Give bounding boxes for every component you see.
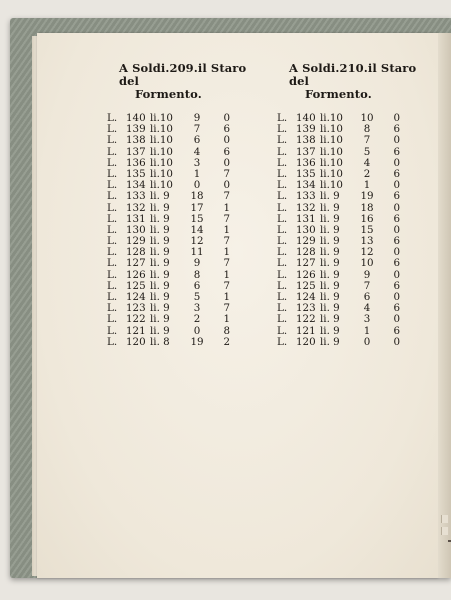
row-price-denari: 6: [393, 123, 400, 136]
row-lire-amount: 140: [296, 112, 316, 124]
row-currency: L.: [107, 156, 118, 169]
row-lire-amount: 130: [126, 223, 146, 236]
row-price-denari: 6: [393, 324, 400, 337]
row-price-lire: li. 9: [150, 257, 170, 270]
row-lire-amount: 120: [126, 335, 146, 348]
row-price-lire: li.10: [320, 167, 343, 180]
row-lire-amount: 124: [296, 291, 316, 303]
row-lire-amount: 139: [126, 123, 146, 136]
row-price-denari: 0: [223, 179, 230, 192]
row-currency: L.: [277, 145, 288, 158]
row-price-lire: li. 9: [150, 302, 170, 315]
row-price-lire: li. 9: [150, 291, 170, 303]
row-price-denari: 6: [223, 145, 230, 158]
row-price-lire: li. 9: [150, 223, 170, 236]
row-currency: L.: [107, 268, 118, 281]
row-price-lire: li.10: [320, 123, 343, 136]
row-price-denari: 1: [223, 201, 230, 214]
row-price-denari: 0: [393, 179, 400, 192]
row-price-denari: 0: [223, 112, 230, 124]
row-price-lire: li. 9: [320, 279, 340, 292]
row-currency: L.: [277, 112, 288, 124]
row-currency: L.: [277, 134, 288, 147]
row-currency: L.: [107, 212, 118, 225]
row-price-denari: 6: [393, 167, 400, 180]
row-price-denari: 0: [393, 223, 400, 236]
row-price-lire: li. 9: [150, 268, 170, 281]
row-currency: L.: [107, 201, 118, 214]
row-lire-amount: 137: [296, 145, 316, 158]
row-price-lire: li. 9: [320, 257, 340, 270]
row-price-denari: 1: [223, 268, 230, 281]
row-price-soldi: 5: [363, 145, 371, 158]
row-price-lire: li.10: [320, 156, 343, 169]
row-currency: L.: [107, 313, 118, 326]
row-price-soldi: 15: [190, 212, 204, 225]
row-currency: L.: [107, 123, 118, 136]
row-price-soldi: 15: [360, 223, 374, 236]
row-currency: L.: [277, 268, 288, 281]
right-page-edge: [438, 33, 451, 578]
row-lire-amount: 131: [126, 212, 146, 225]
row-currency: L.: [277, 246, 288, 259]
table-row: [107, 258, 257, 269]
row-price-lire: li.10: [320, 112, 343, 124]
row-price-soldi: 7: [363, 134, 371, 147]
row-price-soldi: 1: [363, 324, 371, 337]
row-price-soldi: 9: [363, 268, 371, 281]
row-lire-amount: 126: [126, 268, 146, 281]
row-price-denari: 0: [393, 112, 400, 124]
row-price-soldi: 6: [193, 134, 201, 147]
row-lire-amount: 127: [126, 257, 146, 270]
table-row: [277, 203, 427, 214]
row-price-soldi: 0: [193, 324, 201, 337]
row-currency: L.: [277, 291, 288, 303]
row-lire-amount: 132: [296, 201, 316, 214]
page-tab-marker: [441, 527, 448, 535]
row-price-soldi: 0: [363, 335, 371, 348]
row-lire-amount: 122: [126, 313, 146, 326]
row-price-denari: 7: [223, 302, 230, 315]
row-price-soldi: 12: [190, 235, 204, 248]
row-price-soldi: 6: [193, 279, 201, 292]
row-lire-amount: 123: [296, 302, 316, 315]
row-price-denari: 0: [393, 134, 400, 147]
row-price-denari: 0: [393, 246, 400, 259]
row-price-lire: li. 9: [150, 279, 170, 292]
row-price-soldi: 14: [190, 223, 204, 236]
row-price-soldi: 1: [193, 167, 201, 180]
row-price-denari: 0: [393, 335, 400, 348]
row-price-lire: li. 9: [320, 268, 340, 281]
row-currency: L.: [107, 167, 118, 180]
row-price-soldi: 17: [190, 201, 204, 214]
row-price-lire: li.10: [150, 167, 173, 180]
row-lire-amount: 128: [126, 246, 146, 259]
row-lire-amount: 135: [296, 167, 316, 180]
row-price-lire: li. 9: [150, 324, 170, 337]
row-currency: L.: [277, 235, 288, 248]
row-lire-amount: 132: [126, 201, 146, 214]
row-price-soldi: 10: [360, 257, 374, 270]
row-currency: L.: [107, 223, 118, 236]
row-price-lire: li.10: [150, 123, 173, 136]
row-currency: L.: [107, 134, 118, 147]
row-price-denari: 1: [223, 291, 230, 303]
row-price-soldi: 8: [363, 123, 371, 136]
row-currency: L.: [107, 279, 118, 292]
row-lire-amount: 136: [296, 156, 316, 169]
row-lire-amount: 134: [126, 179, 146, 192]
row-lire-amount: 124: [126, 291, 146, 303]
row-price-denari: 0: [393, 201, 400, 214]
right-column-title: [277, 62, 427, 101]
row-currency: L.: [277, 324, 288, 337]
right-price-table: [277, 113, 427, 348]
row-price-lire: li.10: [150, 145, 173, 158]
row-price-denari: 1: [223, 223, 230, 236]
row-price-denari: 7: [223, 167, 230, 180]
row-currency: L.: [277, 257, 288, 270]
row-price-denari: 6: [393, 257, 400, 270]
row-price-denari: 1: [223, 313, 230, 326]
row-price-denari: 6: [393, 145, 400, 158]
row-price-lire: li. 9: [320, 246, 340, 259]
row-price-lire: li. 9: [150, 313, 170, 326]
row-lire-amount: 125: [126, 279, 146, 292]
row-price-lire: li.10: [320, 179, 343, 192]
row-currency: L.: [277, 167, 288, 180]
page-tab-marker: [441, 515, 448, 523]
row-currency: L.: [107, 302, 118, 315]
row-price-denari: 1: [223, 246, 230, 259]
row-lire-amount: 135: [126, 167, 146, 180]
table-row: [277, 191, 427, 202]
row-price-soldi: 7: [363, 279, 371, 292]
row-price-soldi: 11: [190, 246, 204, 259]
row-currency: L.: [107, 246, 118, 259]
row-lire-amount: 121: [296, 324, 316, 337]
row-price-denari: 8: [223, 324, 230, 337]
row-currency: L.: [277, 279, 288, 292]
row-price-denari: 6: [393, 279, 400, 292]
row-currency: L.: [107, 257, 118, 270]
row-price-lire: li.10: [320, 134, 343, 147]
row-price-soldi: 18: [190, 190, 204, 203]
row-price-lire: li.10: [320, 145, 343, 158]
row-price-denari: 6: [393, 235, 400, 248]
table-row: [277, 314, 427, 325]
row-currency: L.: [107, 190, 118, 203]
row-lire-amount: 121: [126, 324, 146, 337]
row-lire-amount: 138: [296, 134, 316, 147]
row-currency: L.: [277, 335, 288, 348]
row-price-lire: li. 8: [150, 335, 170, 348]
row-price-lire: li. 9: [320, 201, 340, 214]
row-price-lire: li.10: [150, 134, 173, 147]
row-lire-amount: 125: [296, 279, 316, 292]
row-price-lire: li. 9: [150, 235, 170, 248]
row-price-soldi: 9: [193, 112, 201, 124]
row-price-lire: li. 9: [150, 190, 170, 203]
row-currency: L.: [277, 179, 288, 192]
row-lire-amount: 126: [296, 268, 316, 281]
row-currency: L.: [107, 291, 118, 303]
row-price-denari: 0: [223, 156, 230, 169]
row-price-denari: 7: [223, 212, 230, 225]
row-price-denari: 0: [393, 268, 400, 281]
row-price-soldi: 13: [360, 235, 374, 248]
row-currency: L.: [107, 335, 118, 348]
right-title-line2: Formento.: [305, 87, 372, 101]
left-price-column: [107, 62, 257, 348]
row-lire-amount: 120: [296, 335, 316, 348]
row-currency: L.: [107, 145, 118, 158]
row-price-denari: 0: [223, 134, 230, 147]
table-row: [107, 314, 257, 325]
row-price-soldi: 3: [363, 313, 371, 326]
right-title-line1: A Soldi.210.il Staro del: [289, 61, 417, 88]
row-currency: L.: [277, 156, 288, 169]
row-currency: L.: [277, 123, 288, 136]
row-lire-amount: 133: [296, 190, 316, 203]
row-lire-amount: 137: [126, 145, 146, 158]
row-currency: L.: [277, 201, 288, 214]
row-lire-amount: 128: [296, 246, 316, 259]
row-currency: L.: [107, 235, 118, 248]
row-price-soldi: 18: [360, 201, 374, 214]
row-price-lire: li.10: [150, 179, 173, 192]
row-price-soldi: 3: [193, 302, 201, 315]
row-price-lire: li. 9: [320, 212, 340, 225]
left-price-table: [107, 113, 257, 348]
row-price-denari: 7: [223, 279, 230, 292]
row-price-soldi: 8: [193, 268, 201, 281]
row-lire-amount: 123: [126, 302, 146, 315]
row-lire-amount: 140: [126, 112, 146, 124]
row-price-denari: 0: [393, 156, 400, 169]
row-lire-amount: 136: [126, 156, 146, 169]
row-price-soldi: 10: [360, 112, 374, 124]
row-price-denari: 0: [393, 313, 400, 326]
row-price-lire: li. 9: [150, 246, 170, 259]
row-price-lire: li. 9: [320, 313, 340, 326]
row-lire-amount: 138: [126, 134, 146, 147]
row-price-lire: li.10: [150, 112, 173, 124]
row-price-soldi: 19: [360, 190, 374, 203]
row-lire-amount: 129: [126, 235, 146, 248]
left-column-title: [107, 62, 257, 101]
row-lire-amount: 133: [126, 190, 146, 203]
table-row: [107, 191, 257, 202]
row-price-denari: 6: [223, 123, 230, 136]
table-row: [277, 258, 427, 269]
row-price-soldi: 5: [193, 291, 201, 303]
row-price-lire: li. 9: [320, 324, 340, 337]
table-row: [107, 203, 257, 214]
row-currency: L.: [107, 112, 118, 124]
row-price-lire: li. 9: [320, 291, 340, 303]
table-row: [277, 337, 427, 348]
row-price-lire: li. 9: [320, 302, 340, 315]
table-row: [107, 135, 257, 146]
row-currency: L.: [107, 179, 118, 192]
row-price-lire: li. 9: [320, 223, 340, 236]
row-price-soldi: 4: [363, 156, 371, 169]
row-price-denari: 6: [393, 190, 400, 203]
row-price-soldi: 6: [363, 291, 371, 303]
row-lire-amount: 131: [296, 212, 316, 225]
row-price-denari: 7: [223, 257, 230, 270]
row-currency: L.: [277, 223, 288, 236]
row-price-soldi: 3: [193, 156, 201, 169]
row-price-denari: 7: [223, 235, 230, 248]
row-price-soldi: 4: [363, 302, 371, 315]
row-price-lire: li. 9: [320, 335, 340, 348]
row-price-denari: 6: [393, 302, 400, 315]
row-price-lire: li.10: [150, 156, 173, 169]
row-currency: L.: [277, 313, 288, 326]
row-price-lire: li. 9: [320, 235, 340, 248]
row-lire-amount: 129: [296, 235, 316, 248]
row-price-denari: 0: [393, 291, 400, 303]
row-currency: L.: [107, 324, 118, 337]
row-price-soldi: 19: [190, 335, 204, 348]
row-price-soldi: 2: [363, 167, 371, 180]
row-currency: L.: [277, 212, 288, 225]
row-currency: L.: [277, 190, 288, 203]
row-price-denari: 7: [223, 190, 230, 203]
row-lire-amount: 139: [296, 123, 316, 136]
row-currency: L.: [277, 302, 288, 315]
row-price-soldi: 0: [193, 179, 201, 192]
row-price-soldi: 9: [193, 257, 201, 270]
row-price-soldi: 7: [193, 123, 201, 136]
row-price-soldi: 1: [363, 179, 371, 192]
row-lire-amount: 127: [296, 257, 316, 270]
row-lire-amount: 130: [296, 223, 316, 236]
row-price-lire: li. 9: [320, 190, 340, 203]
right-price-column: [277, 62, 427, 348]
row-lire-amount: 134: [296, 179, 316, 192]
row-price-lire: li. 9: [150, 212, 170, 225]
table-row: [107, 337, 257, 348]
row-price-soldi: 2: [193, 313, 201, 326]
row-lire-amount: 122: [296, 313, 316, 326]
row-price-lire: li. 9: [150, 201, 170, 214]
row-price-denari: 2: [223, 335, 230, 348]
row-price-denari: 6: [393, 212, 400, 225]
left-title-line2: Formento.: [135, 87, 202, 101]
row-price-soldi: 16: [360, 212, 374, 225]
table-row: [277, 135, 427, 146]
left-title-line1: A Soldi.209.il Staro del: [119, 61, 247, 88]
row-price-soldi: 12: [360, 246, 374, 259]
row-price-soldi: 4: [193, 145, 201, 158]
